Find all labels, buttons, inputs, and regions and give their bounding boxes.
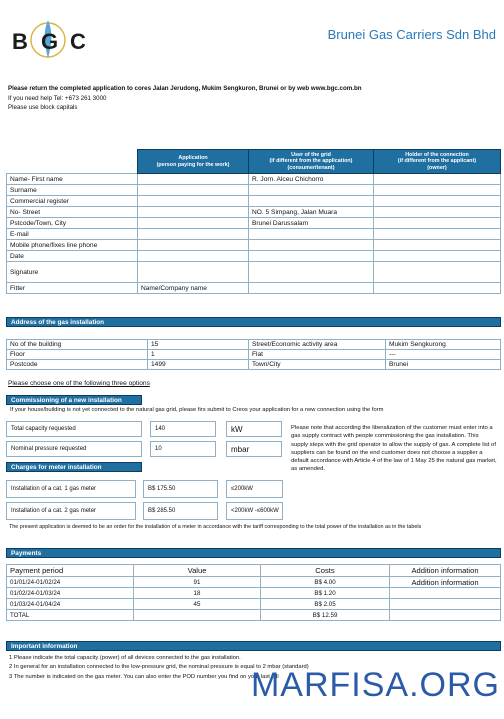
col-application: Application (person paying for the work) xyxy=(138,150,249,174)
payment-row xyxy=(7,577,501,588)
address-table xyxy=(6,339,501,370)
capacity-label: Total capacity requested xyxy=(6,421,142,437)
applicant-user-cell[interactable] xyxy=(249,229,374,240)
applicant-application-cell[interactable] xyxy=(138,207,249,218)
applicant-row xyxy=(7,262,501,283)
payment-cell: 91 xyxy=(134,577,261,588)
applicant-label-cell: No- Street xyxy=(7,207,138,218)
block-capitals-note: Please use block capitals xyxy=(8,104,78,111)
address-label: Flat xyxy=(249,350,386,360)
pressure-unit: mbar xyxy=(226,441,282,457)
applicant-row xyxy=(7,229,501,240)
commissioning-note: If your house/building is not yet connected to the natural gas grid, please firs submit to Creos your application for a new connection using the form xyxy=(10,407,384,413)
applicant-user-cell[interactable] xyxy=(249,262,374,283)
col-holder: Holder of the connection (if different from the applicant) (owner) xyxy=(374,150,501,174)
payment-row xyxy=(7,610,501,621)
address-value[interactable]: 1 xyxy=(148,350,249,360)
payment-cell: B$ 12.59 xyxy=(261,610,390,621)
important-title: Important information xyxy=(6,641,501,651)
payments-header: Costs xyxy=(261,565,390,577)
applicant-label-cell: Date xyxy=(7,251,138,262)
applicant-application-cell[interactable] xyxy=(138,185,249,196)
applicant-label-cell: Pstcode/Town, City xyxy=(7,218,138,229)
address-label: No of the building xyxy=(7,340,148,350)
payment-cell: TOTAL xyxy=(7,610,134,621)
cat1-label: Installation of a cat. 1 gas meter xyxy=(6,480,136,498)
applicant-user-cell[interactable] xyxy=(249,283,374,294)
applicant-application-cell[interactable] xyxy=(138,240,249,251)
cat2-limit: <200kW -≤600kW xyxy=(226,502,283,520)
applicant-application-cell[interactable] xyxy=(138,218,249,229)
applicant-row xyxy=(7,185,501,196)
applicant-application-cell[interactable] xyxy=(138,262,249,283)
applicant-label-cell: Name- First name xyxy=(7,174,138,185)
applicant-label-cell: Commercial register xyxy=(7,196,138,207)
logo-letter-c: C xyxy=(70,29,86,54)
applicant-user-cell[interactable] xyxy=(249,196,374,207)
payment-cell: Addition information xyxy=(390,577,501,588)
address-label: Postcode xyxy=(7,360,148,370)
payment-cell: 01/02/24-01/03/24 xyxy=(7,588,134,599)
applicant-label-cell: Fitter xyxy=(7,283,138,294)
order-note: The present application is deemed to be an order for the installation of a meter in accordance with the tariff corresponding to the total power of the installation as in the tabels xyxy=(9,524,422,530)
applicant-application-cell[interactable]: Name/Company name xyxy=(138,283,249,294)
applicant-holder-cell[interactable] xyxy=(374,207,501,218)
payment-cell xyxy=(134,610,261,621)
company-name: Brunei Gas Carriers Sdn Bhd xyxy=(327,27,496,42)
logo-letter-b: B xyxy=(12,29,28,54)
logo-letter-g: G xyxy=(41,29,59,54)
applicant-application-cell[interactable] xyxy=(138,251,249,262)
applicant-table xyxy=(6,149,501,294)
applicant-holder-cell[interactable] xyxy=(374,174,501,185)
important-line-3: 3 The number is indicated on the gas meter. You can also enter the POD number you find on your last bill xyxy=(9,673,279,680)
supplier-paragraph: Please note that according the liberalization of the customer must enter into a gas supply contract with people commissioning the gas installation. This supply steps with the grid operator to allow the supply of gas. A complete list of suppliers can be found on the end customer does not choose a supplier a default accordance with Article 4 of the law of 1 May 25 the natural gas market, as amended. xyxy=(291,425,497,473)
capacity-input[interactable]: 140 xyxy=(150,421,216,437)
cat1-price: B$ 175.50 xyxy=(143,480,218,498)
choose-option-note: Please choose one of the following three options xyxy=(8,380,150,387)
payment-row xyxy=(7,588,501,599)
watermark: MARFISA.ORG xyxy=(250,666,500,704)
applicant-row xyxy=(7,196,501,207)
applicant-holder-cell[interactable] xyxy=(374,185,501,196)
payment-cell xyxy=(390,610,501,621)
payment-cell: 45 xyxy=(134,599,261,610)
applicant-holder-cell[interactable] xyxy=(374,229,501,240)
address-row xyxy=(7,350,501,360)
payment-cell xyxy=(390,599,501,610)
address-section-title: Address of the gas installation xyxy=(6,317,501,327)
payment-cell xyxy=(390,588,501,599)
address-value[interactable]: Mukim Sengkurong xyxy=(386,340,501,350)
cat2-price: B$ 285.50 xyxy=(143,502,218,520)
applicant-label-cell: Surname xyxy=(7,185,138,196)
col-user: User of the grid (if different from the application) (consumer/tenant) xyxy=(249,150,374,174)
payments-header: Addition information xyxy=(390,565,501,577)
applicant-row xyxy=(7,218,501,229)
payments-header: Payment period xyxy=(7,565,134,577)
applicant-holder-cell[interactable] xyxy=(374,251,501,262)
applicant-application-cell[interactable] xyxy=(138,196,249,207)
applicant-application-cell[interactable] xyxy=(138,229,249,240)
charges-title: Charges for meter installation xyxy=(6,462,142,472)
pressure-input[interactable]: 10 xyxy=(150,441,216,457)
applicant-user-cell[interactable] xyxy=(249,240,374,251)
bgc-logo xyxy=(10,16,102,62)
applicant-holder-cell[interactable] xyxy=(374,283,501,294)
help-phone: If you need help Tel: +673 261 3000 xyxy=(8,94,107,102)
payment-cell: B$ 4.00 xyxy=(261,577,390,588)
applicant-row xyxy=(7,174,501,185)
address-value[interactable]: Brunei xyxy=(386,360,501,370)
applicant-holder-cell[interactable] xyxy=(374,262,501,283)
address-value[interactable]: --- xyxy=(386,350,501,360)
commissioning-title: Commissioning of a new installation xyxy=(6,395,142,405)
address-row xyxy=(7,360,501,370)
applicant-user-cell[interactable] xyxy=(249,251,374,262)
applicant-row xyxy=(7,251,501,262)
applicant-label-cell: Signature xyxy=(7,262,138,283)
applicant-holder-cell[interactable] xyxy=(374,240,501,251)
applicant-label-cell: E-mail xyxy=(7,229,138,240)
applicant-user-cell[interactable]: R. Jorn. Alceu Chichorro xyxy=(249,174,374,185)
return-instructions: Please return the completed application to cores Jalan Jerudong, Mukim Sengkuron, Brunei or by web www.bgc.com.bn xyxy=(8,85,362,92)
applicant-row xyxy=(7,240,501,251)
payment-cell: 01/01/24-01/02/24 xyxy=(7,577,134,588)
address-row xyxy=(7,340,501,350)
cat1-limit: ≤200kW xyxy=(226,480,283,498)
payment-cell: B$ 2.05 xyxy=(261,599,390,610)
applicant-application-cell[interactable] xyxy=(138,174,249,185)
payment-cell: 01/03/24-01/04/24 xyxy=(7,599,134,610)
intro-text xyxy=(8,84,362,113)
applicant-row xyxy=(7,207,501,218)
address-value[interactable]: 1499 xyxy=(148,360,249,370)
address-value[interactable]: 15 xyxy=(148,340,249,350)
payment-row xyxy=(7,599,501,610)
payments-header-row xyxy=(7,565,501,577)
applicant-row xyxy=(7,283,501,294)
important-line-2: 2 In general for an installation connected to the low-pressure grid, the nominal pressure is equal to 2 mbar (standard) xyxy=(9,664,309,671)
applicant-user-cell[interactable]: NO. 5 Simpang, Jalan Muara xyxy=(249,207,374,218)
applicant-holder-cell[interactable] xyxy=(374,196,501,207)
applicant-user-cell[interactable]: Brunei Darussalam xyxy=(249,218,374,229)
address-label: Street/Economic activity area xyxy=(249,340,386,350)
important-line-1: 1 Please indicate the total capacity (power) of all devices connected to the gas installation. xyxy=(9,655,241,661)
capacity-unit: kW xyxy=(226,421,282,437)
pressure-label: Nominal pressure requested xyxy=(6,441,142,457)
applicant-user-cell[interactable] xyxy=(249,185,374,196)
address-label: Floor xyxy=(7,350,148,360)
payment-cell: 18 xyxy=(134,588,261,599)
applicant-label-cell: Mobile phone/fixes line phone xyxy=(7,240,138,251)
payments-header: Value xyxy=(134,565,261,577)
payment-cell: B$ 1.20 xyxy=(261,588,390,599)
cat2-label: Installation of a cat. 2 gas meter xyxy=(6,502,136,520)
address-label: Town/City xyxy=(249,360,386,370)
payments-title: Payments xyxy=(6,548,501,558)
payments-table xyxy=(6,564,501,621)
applicant-holder-cell[interactable] xyxy=(374,218,501,229)
